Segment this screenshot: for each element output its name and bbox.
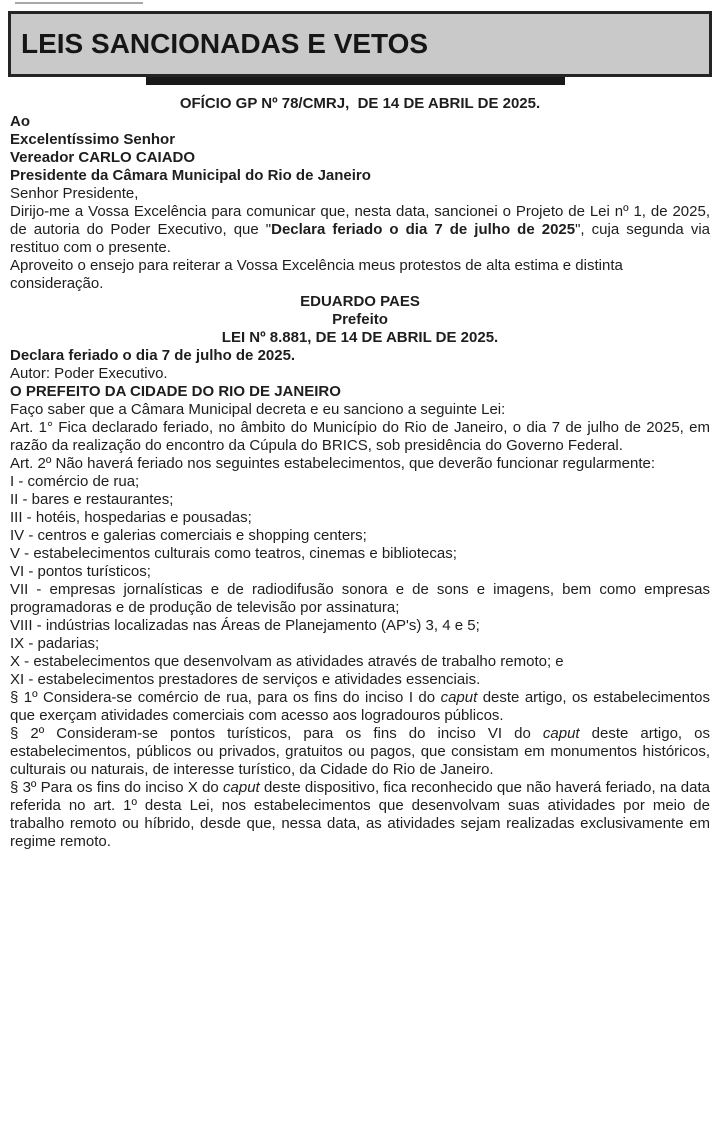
list-item-vi: VI - pontos turísticos; bbox=[10, 563, 151, 580]
list-item-ix: IX - padarias; bbox=[10, 635, 100, 652]
oficio-heading: OFÍCIO GP Nº 78/CMRJ, DE 14 DE ABRIL DE 2025. bbox=[179, 95, 541, 112]
section-title: LEIS SANCIONADAS E VETOS bbox=[21, 28, 429, 59]
preamble-block bbox=[10, 383, 710, 419]
preamble-title: O PREFEITO DA CIDADE DO RIO DE JANEIRO bbox=[10, 383, 341, 400]
law-heading: LEI Nº 8.881, DE 14 DE ABRIL DE 2025. bbox=[221, 329, 499, 346]
preamble-text: Faço saber que a Câmara Municipal decreta e eu sanciono a seguinte Lei: bbox=[10, 401, 506, 418]
article-1: Art. 1° Fica declarado feriado, no âmbito do Município do Rio de Janeiro, o dia 7 de julho de 2025, em razão da realização do encontro da Cúpula do BRICS, sob presidência do Governo Federal. bbox=[10, 419, 710, 454]
list-item-i: I - comércio de rua; bbox=[10, 473, 140, 490]
list-item-ii: II - bares e restaurantes; bbox=[10, 491, 174, 508]
list-item-v: V - estabelecimentos culturais como teatros, cinemas e bibliotecas; bbox=[10, 545, 457, 562]
list-item-x: X - estabelecimentos que desenvolvam as atividades através de trabalho remoto; e bbox=[10, 653, 564, 670]
paragraph-2: § 2º Consideram-se pontos turísticos, para os fins do inciso VI do caput deste artigo, os estabelecimentos, públicos ou privados, gratuitos ou pagos, que consistam em monumentos históricos, culturais ou naturais, de interesse turístico, da Cidade do Rio de Janeiro. bbox=[10, 725, 710, 778]
list-item-xi: XI - estabelecimentos prestadores de serviços e atividades essenciais. bbox=[10, 671, 481, 688]
signature-title: Prefeito bbox=[332, 311, 388, 328]
signature-name: EDUARDO PAES bbox=[300, 293, 420, 310]
letter-body-paragraph: Dirijo-me a Vossa Excelência para comunicar que, nesta data, sancionei o Projeto de Lei nº 1, de 2025, de autoria do Poder Executivo, que "Declara feriado o dia 7 de julho de 2025", cuja segunda via restituo com o presente. bbox=[10, 203, 710, 256]
recipient-line: Presidente da Câmara Municipal do Rio de Janeiro bbox=[10, 167, 371, 184]
paragraph-1: § 1º Considera-se comércio de rua, para os fins do inciso I do caput deste artigo, os estabelecimentos que exerçam atividades comerciais com acesso aos logradouros públicos. bbox=[10, 689, 710, 724]
recipient-block bbox=[10, 113, 710, 185]
list-item-viii: VIII - indústrias localizadas nas Áreas de Planejamento (AP's) 3, 4 e 5; bbox=[10, 617, 480, 634]
list-item-iii: III - hotéis, hospedarias e pousadas; bbox=[10, 509, 252, 526]
paragraph-3: § 3º Para os fins do inciso X do caput deste dispositivo, fica reconhecido que não haverá feriado, na data referida no art. 1º desta Lei, nos estabelecimentos que desenvolvam suas atividades por meio de trabalho remoto ou híbrido, desde que, nessa data, as atividades sejam realizadas exclusivamente em regime remoto. bbox=[10, 779, 711, 850]
closing-paragraph: Aproveito o ensejo para reiterar a Vossa Excelência meus protestos de alta estima e distinta consideração. bbox=[10, 257, 623, 292]
recipient-line: Vereador CARLO CAIADO bbox=[10, 149, 196, 166]
article-2: Art. 2º Não haverá feriado nos seguintes estabelecimentos, que deverão funcionar regularmente: bbox=[10, 455, 656, 472]
salutation: Senhor Presidente, bbox=[10, 185, 139, 202]
recipient-line: Ao bbox=[10, 113, 30, 130]
law-summary: Declara feriado o dia 7 de julho de 2025. bbox=[10, 347, 296, 364]
list-item-vii: VII - empresas jornalísticas e de radiodifusão sonora e de sons e imagens, bem como empresas programadoras e de produção de televisão por assinatura; bbox=[10, 581, 710, 616]
list-item-iv: IV - centros e galerias comerciais e shopping centers; bbox=[10, 527, 367, 544]
law-author: Autor: Poder Executivo. bbox=[10, 365, 168, 382]
signature-block bbox=[10, 293, 710, 329]
recipient-line: Excelentíssimo Senhor bbox=[10, 131, 176, 148]
